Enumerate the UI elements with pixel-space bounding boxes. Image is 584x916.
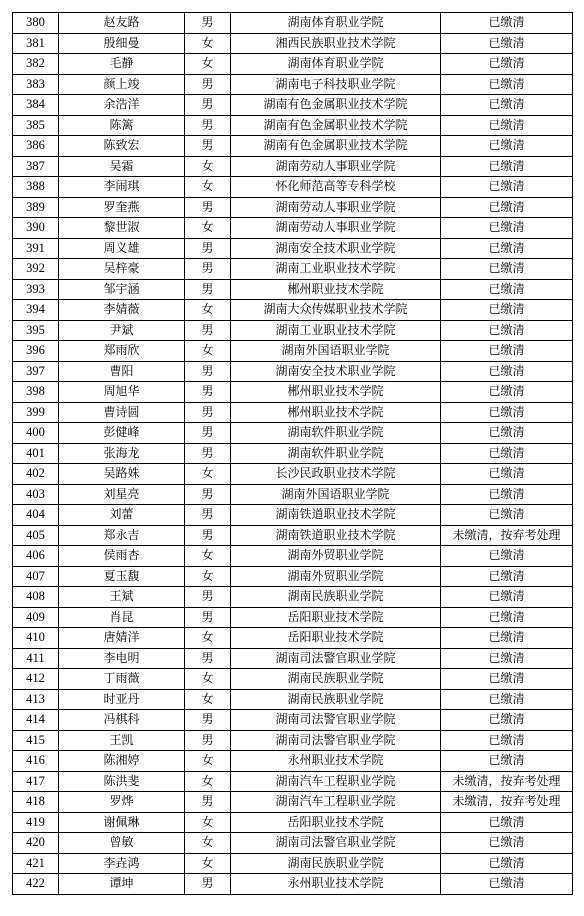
name-cell: 夏玉馥	[59, 566, 185, 587]
school-cell: 湖南安全技术职业学院	[231, 361, 441, 382]
gender-cell: 女	[185, 751, 231, 772]
payment-status-cell: 已缴清	[441, 402, 573, 423]
id-cell: 418	[13, 792, 59, 813]
payment-status-cell: 已缴清	[441, 853, 573, 874]
name-cell: 彭健峰	[59, 423, 185, 444]
table-row	[13, 177, 573, 198]
table-row	[13, 136, 573, 157]
id-cell: 399	[13, 402, 59, 423]
name-cell: 侯雨杏	[59, 546, 185, 567]
id-cell: 395	[13, 320, 59, 341]
id-cell: 401	[13, 443, 59, 464]
gender-cell: 男	[185, 402, 231, 423]
name-cell: 黎世淑	[59, 218, 185, 239]
id-cell: 402	[13, 464, 59, 485]
gender-cell: 女	[185, 689, 231, 710]
school-cell: 湖南有色金属职业技术学院	[231, 136, 441, 157]
table-row	[13, 484, 573, 505]
school-cell: 湖南外贸职业学院	[231, 566, 441, 587]
gender-cell: 女	[185, 341, 231, 362]
name-cell: 时亚丹	[59, 689, 185, 710]
payment-status-cell: 已缴清	[441, 751, 573, 772]
school-cell: 湖南软件职业学院	[231, 443, 441, 464]
school-cell: 湖南外国语职业学院	[231, 484, 441, 505]
school-cell: 湖南铁道职业技术学院	[231, 505, 441, 526]
school-cell: 岳阳职业技术学院	[231, 812, 441, 833]
id-cell: 382	[13, 54, 59, 75]
table-row	[13, 607, 573, 628]
table-row	[13, 730, 573, 751]
gender-cell: 女	[185, 853, 231, 874]
gender-cell: 男	[185, 505, 231, 526]
id-cell: 416	[13, 751, 59, 772]
name-cell: 李婧薇	[59, 300, 185, 321]
id-cell: 413	[13, 689, 59, 710]
school-cell: 湖南民族职业学院	[231, 669, 441, 690]
payment-status-cell: 已缴清	[441, 259, 573, 280]
payment-status-cell: 已缴清	[441, 464, 573, 485]
school-cell: 郴州职业技术学院	[231, 402, 441, 423]
id-cell: 392	[13, 259, 59, 280]
table-row	[13, 833, 573, 854]
school-cell: 岳阳职业技术学院	[231, 607, 441, 628]
payment-status-cell: 已缴清	[441, 54, 573, 75]
payment-status-cell: 已缴清	[441, 156, 573, 177]
table-row	[13, 238, 573, 259]
school-cell: 湖南工业职业技术学院	[231, 320, 441, 341]
name-cell: 陈湘婷	[59, 751, 185, 772]
payment-status-cell: 已缴清	[441, 74, 573, 95]
payment-status-cell: 已缴清	[441, 546, 573, 567]
name-cell: 曾敏	[59, 833, 185, 854]
roster-table-body	[13, 13, 573, 895]
name-cell: 曹阳	[59, 361, 185, 382]
gender-cell: 男	[185, 648, 231, 669]
name-cell: 丁雨薇	[59, 669, 185, 690]
table-row	[13, 566, 573, 587]
id-cell: 384	[13, 95, 59, 116]
id-cell: 407	[13, 566, 59, 587]
name-cell: 尹斌	[59, 320, 185, 341]
gender-cell: 男	[185, 525, 231, 546]
table-row	[13, 197, 573, 218]
gender-cell: 女	[185, 300, 231, 321]
school-cell: 湖南劳动人事职业学院	[231, 156, 441, 177]
table-row	[13, 218, 573, 239]
name-cell: 郑雨欣	[59, 341, 185, 362]
name-cell: 颜上竣	[59, 74, 185, 95]
school-cell: 湖南铁道职业技术学院	[231, 525, 441, 546]
payment-status-cell: 未缴清，按弃考处理	[441, 792, 573, 813]
payment-status-cell: 已缴清	[441, 95, 573, 116]
table-row	[13, 443, 573, 464]
table-row	[13, 423, 573, 444]
gender-cell: 女	[185, 177, 231, 198]
payment-status-cell: 已缴清	[441, 197, 573, 218]
payment-status-cell: 已缴清	[441, 279, 573, 300]
name-cell: 王斌	[59, 587, 185, 608]
id-cell: 422	[13, 874, 59, 895]
table-row	[13, 95, 573, 116]
table-row	[13, 771, 573, 792]
gender-cell: 男	[185, 136, 231, 157]
name-cell: 李电明	[59, 648, 185, 669]
id-cell: 387	[13, 156, 59, 177]
payment-status-cell: 已缴清	[441, 341, 573, 362]
payment-status-cell: 已缴清	[441, 238, 573, 259]
school-cell: 湖南民族职业学院	[231, 587, 441, 608]
payment-status-cell: 已缴清	[441, 361, 573, 382]
table-row	[13, 341, 573, 362]
id-cell: 409	[13, 607, 59, 628]
payment-status-cell: 已缴清	[441, 136, 573, 157]
id-cell: 383	[13, 74, 59, 95]
school-cell: 怀化师范高等专科学校	[231, 177, 441, 198]
name-cell: 谭坤	[59, 874, 185, 895]
payment-status-cell: 未缴清，按弃考处理	[441, 525, 573, 546]
school-cell: 郴州职业技术学院	[231, 382, 441, 403]
table-row	[13, 361, 573, 382]
payment-status-cell: 已缴清	[441, 710, 573, 731]
name-cell: 余浩洋	[59, 95, 185, 116]
name-cell: 赵友路	[59, 13, 185, 34]
payment-status-cell: 已缴清	[441, 689, 573, 710]
school-cell: 湖南体育职业学院	[231, 13, 441, 34]
id-cell: 415	[13, 730, 59, 751]
table-row	[13, 259, 573, 280]
gender-cell: 男	[185, 587, 231, 608]
id-cell: 403	[13, 484, 59, 505]
id-cell: 381	[13, 33, 59, 54]
name-cell: 陈篱	[59, 115, 185, 136]
school-cell: 湖南有色金属职业技术学院	[231, 115, 441, 136]
name-cell: 吴梓豪	[59, 259, 185, 280]
id-cell: 417	[13, 771, 59, 792]
gender-cell: 女	[185, 464, 231, 485]
gender-cell: 男	[185, 382, 231, 403]
table-row	[13, 13, 573, 34]
school-cell: 湖南汽车工程职业学院	[231, 792, 441, 813]
school-cell: 湖南司法警官职业学院	[231, 833, 441, 854]
table-row	[13, 279, 573, 300]
name-cell: 郑永吉	[59, 525, 185, 546]
gender-cell: 男	[185, 13, 231, 34]
id-cell: 391	[13, 238, 59, 259]
school-cell: 湖南工业职业技术学院	[231, 259, 441, 280]
gender-cell: 女	[185, 54, 231, 75]
table-row	[13, 792, 573, 813]
gender-cell: 男	[185, 115, 231, 136]
payment-status-cell: 已缴清	[441, 320, 573, 341]
gender-cell: 男	[185, 423, 231, 444]
gender-cell: 男	[185, 710, 231, 731]
school-cell: 湖南司法警官职业学院	[231, 730, 441, 751]
school-cell: 湖南有色金属职业技术学院	[231, 95, 441, 116]
id-cell: 406	[13, 546, 59, 567]
name-cell: 唐婧洋	[59, 628, 185, 649]
name-cell: 刘蕾	[59, 505, 185, 526]
table-row	[13, 525, 573, 546]
name-cell: 周旭华	[59, 382, 185, 403]
id-cell: 397	[13, 361, 59, 382]
table-row	[13, 669, 573, 690]
table-row	[13, 689, 573, 710]
table-row	[13, 115, 573, 136]
id-cell: 393	[13, 279, 59, 300]
payment-status-cell: 已缴清	[441, 607, 573, 628]
table-row	[13, 648, 573, 669]
id-cell: 412	[13, 669, 59, 690]
table-row	[13, 320, 573, 341]
name-cell: 罗奎燕	[59, 197, 185, 218]
table-row	[13, 853, 573, 874]
school-cell: 湖南民族职业学院	[231, 689, 441, 710]
name-cell: 毛静	[59, 54, 185, 75]
table-row	[13, 505, 573, 526]
gender-cell: 男	[185, 607, 231, 628]
id-cell: 396	[13, 341, 59, 362]
gender-cell: 男	[185, 259, 231, 280]
table-row	[13, 33, 573, 54]
name-cell: 殷细曼	[59, 33, 185, 54]
gender-cell: 女	[185, 218, 231, 239]
table-row	[13, 710, 573, 731]
table-row	[13, 751, 573, 772]
table-row	[13, 156, 573, 177]
table-row	[13, 300, 573, 321]
name-cell: 肖昆	[59, 607, 185, 628]
gender-cell: 男	[185, 238, 231, 259]
school-cell: 湖南安全技术职业学院	[231, 238, 441, 259]
school-cell: 湖南劳动人事职业学院	[231, 197, 441, 218]
roster-table	[12, 12, 573, 895]
gender-cell: 男	[185, 443, 231, 464]
gender-cell: 女	[185, 771, 231, 792]
school-cell: 湖南司法警官职业学院	[231, 648, 441, 669]
table-row	[13, 464, 573, 485]
name-cell: 王凯	[59, 730, 185, 751]
gender-cell: 女	[185, 812, 231, 833]
gender-cell: 男	[185, 730, 231, 751]
name-cell: 谢佩琳	[59, 812, 185, 833]
name-cell: 张海龙	[59, 443, 185, 464]
school-cell: 湖南汽车工程职业学院	[231, 771, 441, 792]
table-row	[13, 382, 573, 403]
school-cell: 湖南外国语职业学院	[231, 341, 441, 362]
payment-status-cell: 已缴清	[441, 812, 573, 833]
gender-cell: 女	[185, 566, 231, 587]
name-cell: 李闹琪	[59, 177, 185, 198]
payment-status-cell: 已缴清	[441, 730, 573, 751]
gender-cell: 女	[185, 833, 231, 854]
id-cell: 380	[13, 13, 59, 34]
payment-status-cell: 已缴清	[441, 648, 573, 669]
gender-cell: 男	[185, 320, 231, 341]
payment-status-cell: 已缴清	[441, 218, 573, 239]
payment-status-cell: 已缴清	[441, 382, 573, 403]
name-cell: 吴路姝	[59, 464, 185, 485]
payment-status-cell: 已缴清	[441, 587, 573, 608]
id-cell: 414	[13, 710, 59, 731]
name-cell: 曹诗圆	[59, 402, 185, 423]
payment-status-cell: 已缴清	[441, 33, 573, 54]
gender-cell: 男	[185, 484, 231, 505]
table-row	[13, 74, 573, 95]
id-cell: 421	[13, 853, 59, 874]
payment-status-cell: 已缴清	[441, 566, 573, 587]
school-cell: 长沙民政职业技术学院	[231, 464, 441, 485]
table-row	[13, 587, 573, 608]
gender-cell: 男	[185, 95, 231, 116]
gender-cell: 男	[185, 197, 231, 218]
payment-status-cell: 已缴清	[441, 484, 573, 505]
payment-status-cell: 已缴清	[441, 115, 573, 136]
name-cell: 陈致宏	[59, 136, 185, 157]
school-cell: 湖南大众传媒职业技术学院	[231, 300, 441, 321]
id-cell: 411	[13, 648, 59, 669]
gender-cell: 女	[185, 628, 231, 649]
id-cell: 388	[13, 177, 59, 198]
payment-status-cell: 已缴清	[441, 505, 573, 526]
id-cell: 385	[13, 115, 59, 136]
school-cell: 湖南电子科技职业学院	[231, 74, 441, 95]
id-cell: 420	[13, 833, 59, 854]
gender-cell: 女	[185, 33, 231, 54]
school-cell: 郴州职业技术学院	[231, 279, 441, 300]
school-cell: 湖南劳动人事职业学院	[231, 218, 441, 239]
gender-cell: 女	[185, 156, 231, 177]
id-cell: 386	[13, 136, 59, 157]
school-cell: 湖南软件职业学院	[231, 423, 441, 444]
school-cell: 湖南民族职业学院	[231, 853, 441, 874]
name-cell: 李垚鸿	[59, 853, 185, 874]
school-cell: 永州职业技术学院	[231, 751, 441, 772]
school-cell: 湖南外贸职业学院	[231, 546, 441, 567]
name-cell: 冯棋科	[59, 710, 185, 731]
payment-status-cell: 已缴清	[441, 443, 573, 464]
id-cell: 410	[13, 628, 59, 649]
id-cell: 405	[13, 525, 59, 546]
payment-status-cell: 已缴清	[441, 874, 573, 895]
gender-cell: 男	[185, 874, 231, 895]
school-cell: 湖南体育职业学院	[231, 54, 441, 75]
name-cell: 邹宇涵	[59, 279, 185, 300]
gender-cell: 男	[185, 279, 231, 300]
id-cell: 408	[13, 587, 59, 608]
table-row	[13, 54, 573, 75]
id-cell: 390	[13, 218, 59, 239]
id-cell: 398	[13, 382, 59, 403]
table-row	[13, 402, 573, 423]
name-cell: 刘星亮	[59, 484, 185, 505]
payment-status-cell: 已缴清	[441, 669, 573, 690]
payment-status-cell: 已缴清	[441, 177, 573, 198]
id-cell: 394	[13, 300, 59, 321]
name-cell: 吴霜	[59, 156, 185, 177]
table-row	[13, 874, 573, 895]
id-cell: 404	[13, 505, 59, 526]
name-cell: 周义雄	[59, 238, 185, 259]
payment-status-cell: 已缴清	[441, 300, 573, 321]
gender-cell: 女	[185, 669, 231, 690]
school-cell: 岳阳职业技术学院	[231, 628, 441, 649]
payment-status-cell: 已缴清	[441, 628, 573, 649]
id-cell: 400	[13, 423, 59, 444]
payment-status-cell: 未缴清，按弃考处理	[441, 771, 573, 792]
id-cell: 419	[13, 812, 59, 833]
table-row	[13, 628, 573, 649]
payment-status-cell: 已缴清	[441, 13, 573, 34]
school-cell: 湘西民族职业技术学院	[231, 33, 441, 54]
table-row	[13, 812, 573, 833]
payment-status-cell: 已缴清	[441, 423, 573, 444]
gender-cell: 男	[185, 361, 231, 382]
payment-status-cell: 已缴清	[441, 833, 573, 854]
table-row	[13, 546, 573, 567]
gender-cell: 男	[185, 792, 231, 813]
name-cell: 罗烨	[59, 792, 185, 813]
id-cell: 389	[13, 197, 59, 218]
school-cell: 永州职业技术学院	[231, 874, 441, 895]
gender-cell: 女	[185, 546, 231, 567]
gender-cell: 男	[185, 74, 231, 95]
name-cell: 陈洪斐	[59, 771, 185, 792]
school-cell: 湖南司法警官职业学院	[231, 710, 441, 731]
